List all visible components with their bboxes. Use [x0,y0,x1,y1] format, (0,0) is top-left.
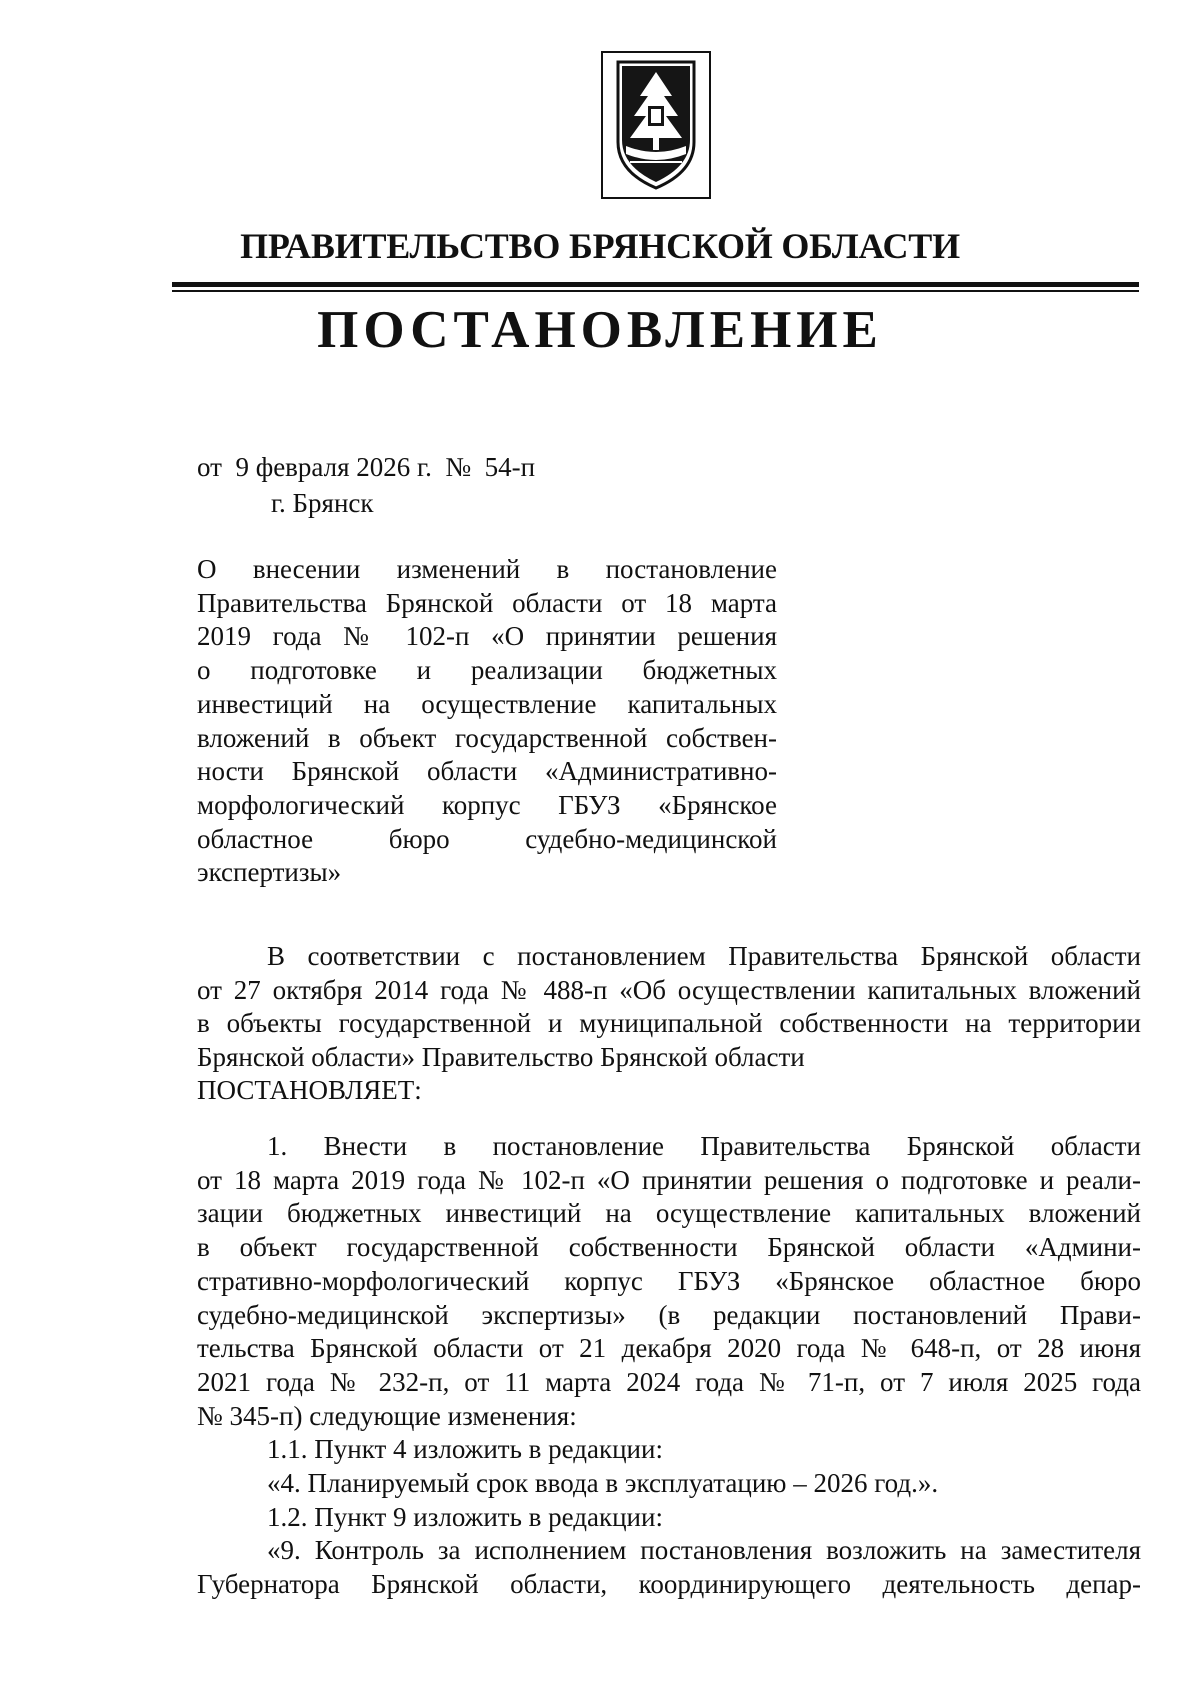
clause-line: «9. Контроль за исполнением постановления возложить на заместителя [267,1535,1141,1566]
subject-line: морфологический корпус ГБУЗ «Брянское [197,789,777,820]
subject-line: экспертизы» [197,857,342,888]
header-rule-thin [172,290,1139,292]
subject-line: о подготовке и реализации бюджетных [197,655,777,686]
preamble-line: Брянской области» Правительство Брянской области [197,1042,805,1073]
preamble-paragraph [197,940,1141,1075]
clause-line: от 18 марта 2019 года № 102-п «О принятии решения о подготовке и реали- [197,1164,1141,1195]
preamble-line: В соответствии с постановлением Правительства Брянской области [267,941,1141,971]
coat-of-arms-icon [600,50,712,200]
clause-line: зации бюджетных инвестиций на осуществление капитальных вложений [197,1198,1141,1229]
clause-line: судебно-медицинской экспертизы» (в редакции постановлений Прави- [197,1299,1141,1330]
subject-line: инвестиций на осуществление капитальных [197,688,777,719]
subject-line: О внесении изменений в постановление [197,554,777,584]
decree-word: ПОСТАНОВЛЯЕТ: [197,1075,422,1105]
subject-line: вложений в объект государственной собствен- [197,722,777,753]
clause-line: 1. Внести в постановление Правительства Брянской области [267,1131,1141,1161]
subject-line: областное бюро судебно-медицинской [197,823,777,854]
preamble-line: от 27 октября 2014 года № 488-п «Об осуществлении капитальных вложений [197,974,1141,1005]
document-city: г. Брянск [271,488,374,518]
subject-line: Правительства Брянской области от 18 марта [197,587,777,618]
government-title: ПРАВИТЕЛЬСТВО БРЯНСКОЙ ОБЛАСТИ [240,226,960,266]
subject-line: 2019 года № 102-п «О принятии решения [197,621,777,652]
document-type-title: ПОСТАНОВЛЕНИЕ [317,301,883,359]
header-rule-thick [172,282,1139,287]
clauses-section [197,1130,1141,1602]
clause-line: № 345-п) следующие изменения: [197,1400,577,1431]
clause-line: в объект государственной собственности Брянской области «Админи- [197,1232,1141,1263]
document-subject [197,553,777,890]
clause-line: 1.2. Пункт 9 изложить в редакции: [267,1501,663,1532]
clause-line: тельства Брянской области от 21 декабря 2020 года № 648-п, от 28 июня [197,1333,1141,1364]
clause-line: 1.1. Пункт 4 изложить в редакции: [267,1434,663,1465]
clause-line: «4. Планируемый срок ввода в эксплуатацию – 2026 год.». [267,1468,939,1499]
subject-line: ности Брянской области «Административно- [197,756,777,787]
clause-line: Губернатора Брянской области, координирующего деятельность депар- [197,1569,1141,1600]
clause-line: стративно-морфологический корпус ГБУЗ «Брянское областное бюро [197,1265,1141,1296]
document-date-number: от 9 февраля 2026 г. № 54-п [197,452,536,482]
clause-line: 2021 года № 232-п, от 11 марта 2024 года № 71-п, от 7 июля 2025 года [197,1366,1141,1397]
preamble-line: в объекты государственной и муниципальной собственности на территории [197,1008,1141,1039]
